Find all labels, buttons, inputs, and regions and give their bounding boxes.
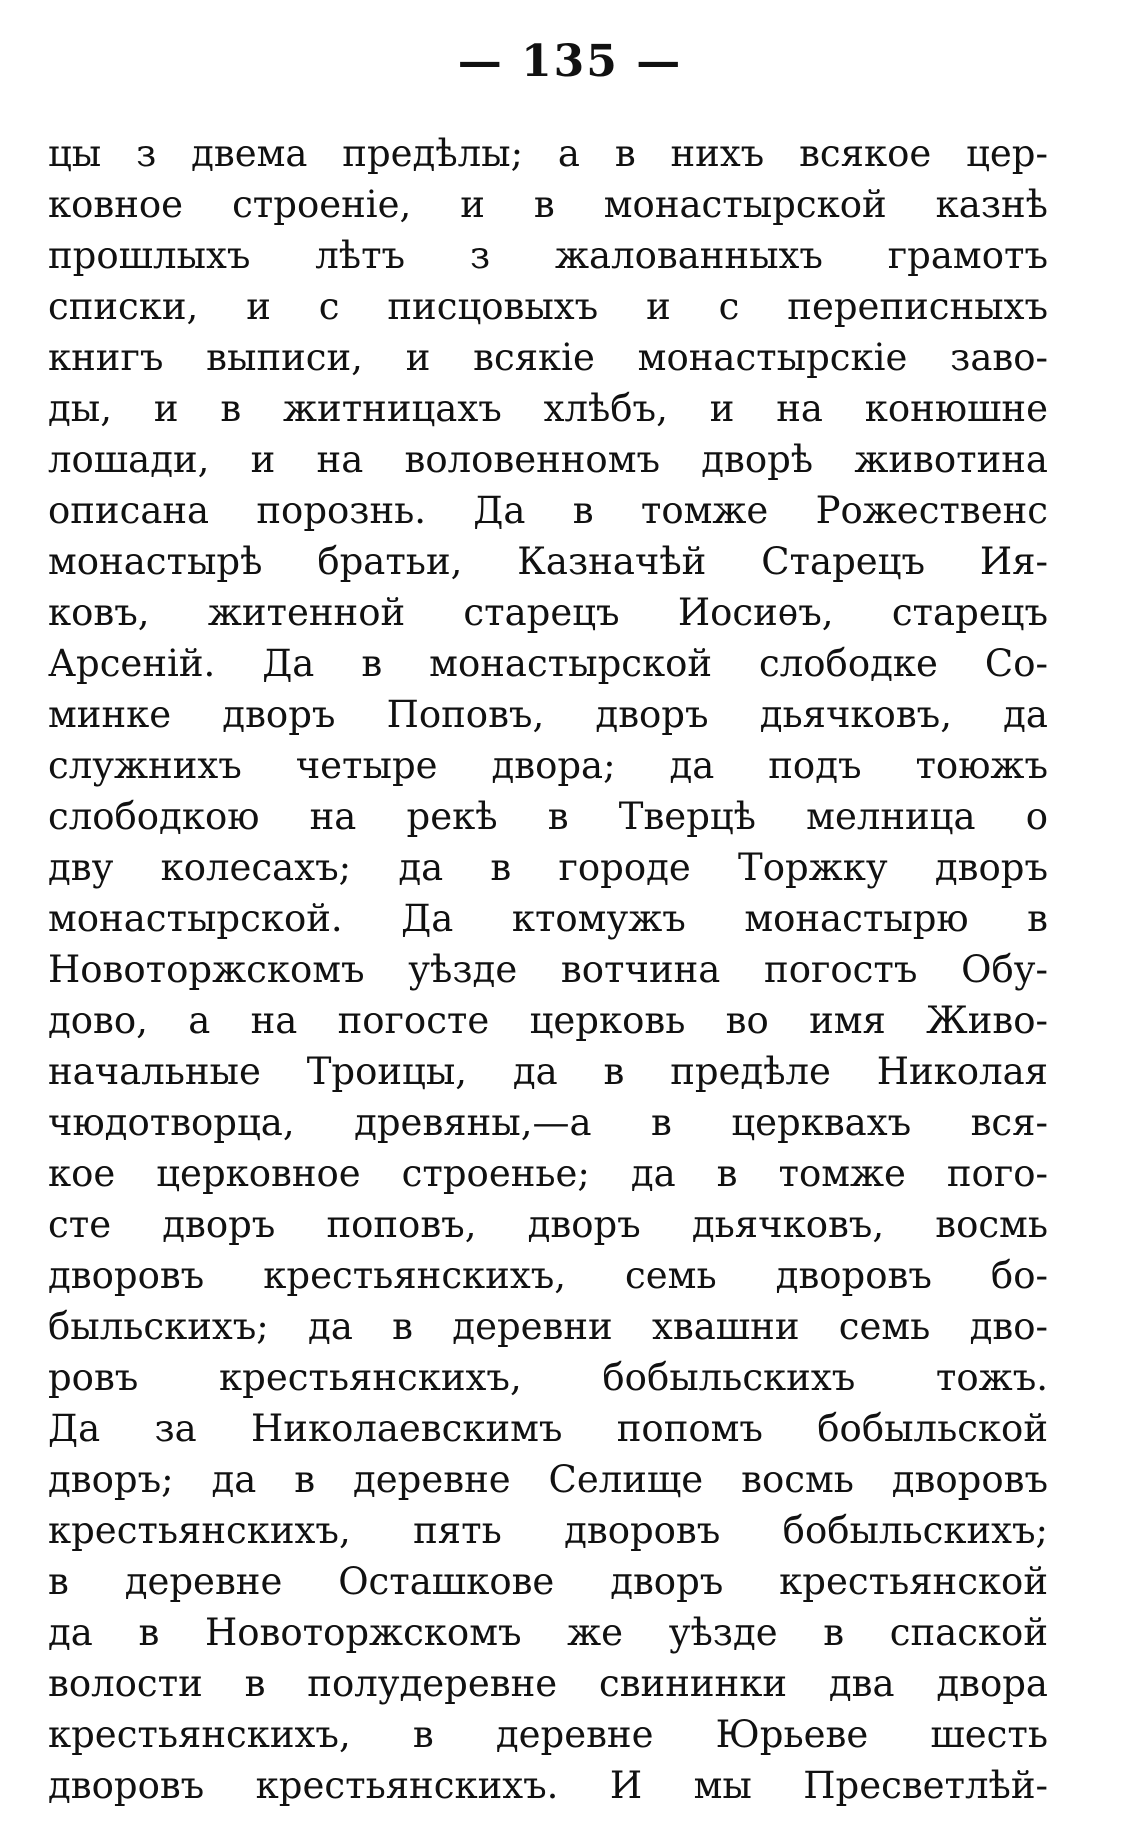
text-line: ковное строеніе, и в монастырской казнѣ — [48, 183, 1048, 226]
text-line: служнихъ четыре двора; да подъ тоюжъ — [48, 744, 1048, 787]
text-line: дово, а на погосте церковь во имя Живо- — [48, 999, 1048, 1042]
text-line: Новоторжскомъ уѣзде вотчина погостъ Обу- — [48, 948, 1048, 991]
text-line: монастырѣ братьи, Казначѣй Старецъ Ия- — [48, 540, 1048, 583]
text-line: да в Новоторжскомъ же уѣзде в спаской — [48, 1611, 1048, 1654]
body-text — [48, 128, 1048, 1811]
text-line: лошади, и на воловенномъ дворѣ животина — [48, 438, 1048, 481]
text-line: дворовъ крестьянскихъ. И мы Пресветлѣй- — [48, 1764, 1048, 1807]
text-line: дву колесахъ; да в городе Торжку дворъ — [48, 846, 1048, 889]
text-line: сте дворъ поповъ, дворъ дьячковъ, восмь — [48, 1203, 1048, 1246]
text-line: монастырской. Да ктомужъ монастырю в — [48, 897, 1048, 940]
text-line: в деревне Осташкове дворъ крестьянской — [48, 1560, 1048, 1603]
text-line: быльскихъ; да в деревни хвашни семь дво- — [48, 1305, 1048, 1348]
text-line: дворовъ крестьянскихъ, семь дворовъ бо- — [48, 1254, 1048, 1297]
text-line: списки, и с писцовыхъ и с переписныхъ — [48, 285, 1048, 328]
text-line: слободкою на рекѣ в Тверцѣ мелница о — [48, 795, 1048, 838]
text-line: крестьянскихъ, пять дворовъ бобыльскихъ; — [48, 1509, 1048, 1552]
text-line: книгъ выписи, и всякіе монастырскіе заво- — [48, 336, 1048, 379]
text-line: цы з двема предѣлы; а в нихъ всякое цер- — [48, 132, 1048, 175]
text-line: ды, и в житницахъ хлѣбъ, и на конюшне — [48, 387, 1048, 430]
text-line: ровъ крестьянскихъ, бобыльскихъ тожъ. — [48, 1356, 1048, 1399]
text-line: дворъ; да в деревне Селище восмь дворовъ — [48, 1458, 1048, 1501]
text-line: начальные Троицы, да в предѣле Николая — [48, 1050, 1048, 1093]
text-line: чюдотворца, древяны,—а в церквахъ вся- — [48, 1101, 1048, 1144]
text-line: крестьянскихъ, в деревне Юрьеве шесть — [48, 1713, 1048, 1756]
text-line: прошлыхъ лѣтъ з жалованныхъ грамотъ — [48, 234, 1048, 277]
text-line: Арсеній. Да в монастырской слободке Со- — [48, 642, 1048, 685]
text-line: кое церковное строенье; да в томже пого- — [48, 1152, 1048, 1195]
text-line: ковъ, житенной старецъ Иосиѳъ, старецъ — [48, 591, 1048, 634]
text-line: волости в полудеревне свининки два двора — [48, 1662, 1048, 1705]
page-number: — 135 — — [457, 36, 683, 87]
text-line: Да за Николаевскимъ попомъ бобыльской — [48, 1407, 1048, 1450]
text-line: минке дворъ Поповъ, дворъ дьячковъ, да — [48, 693, 1048, 736]
text-line: описана порознь. Да в томже Рожественс — [48, 489, 1048, 532]
